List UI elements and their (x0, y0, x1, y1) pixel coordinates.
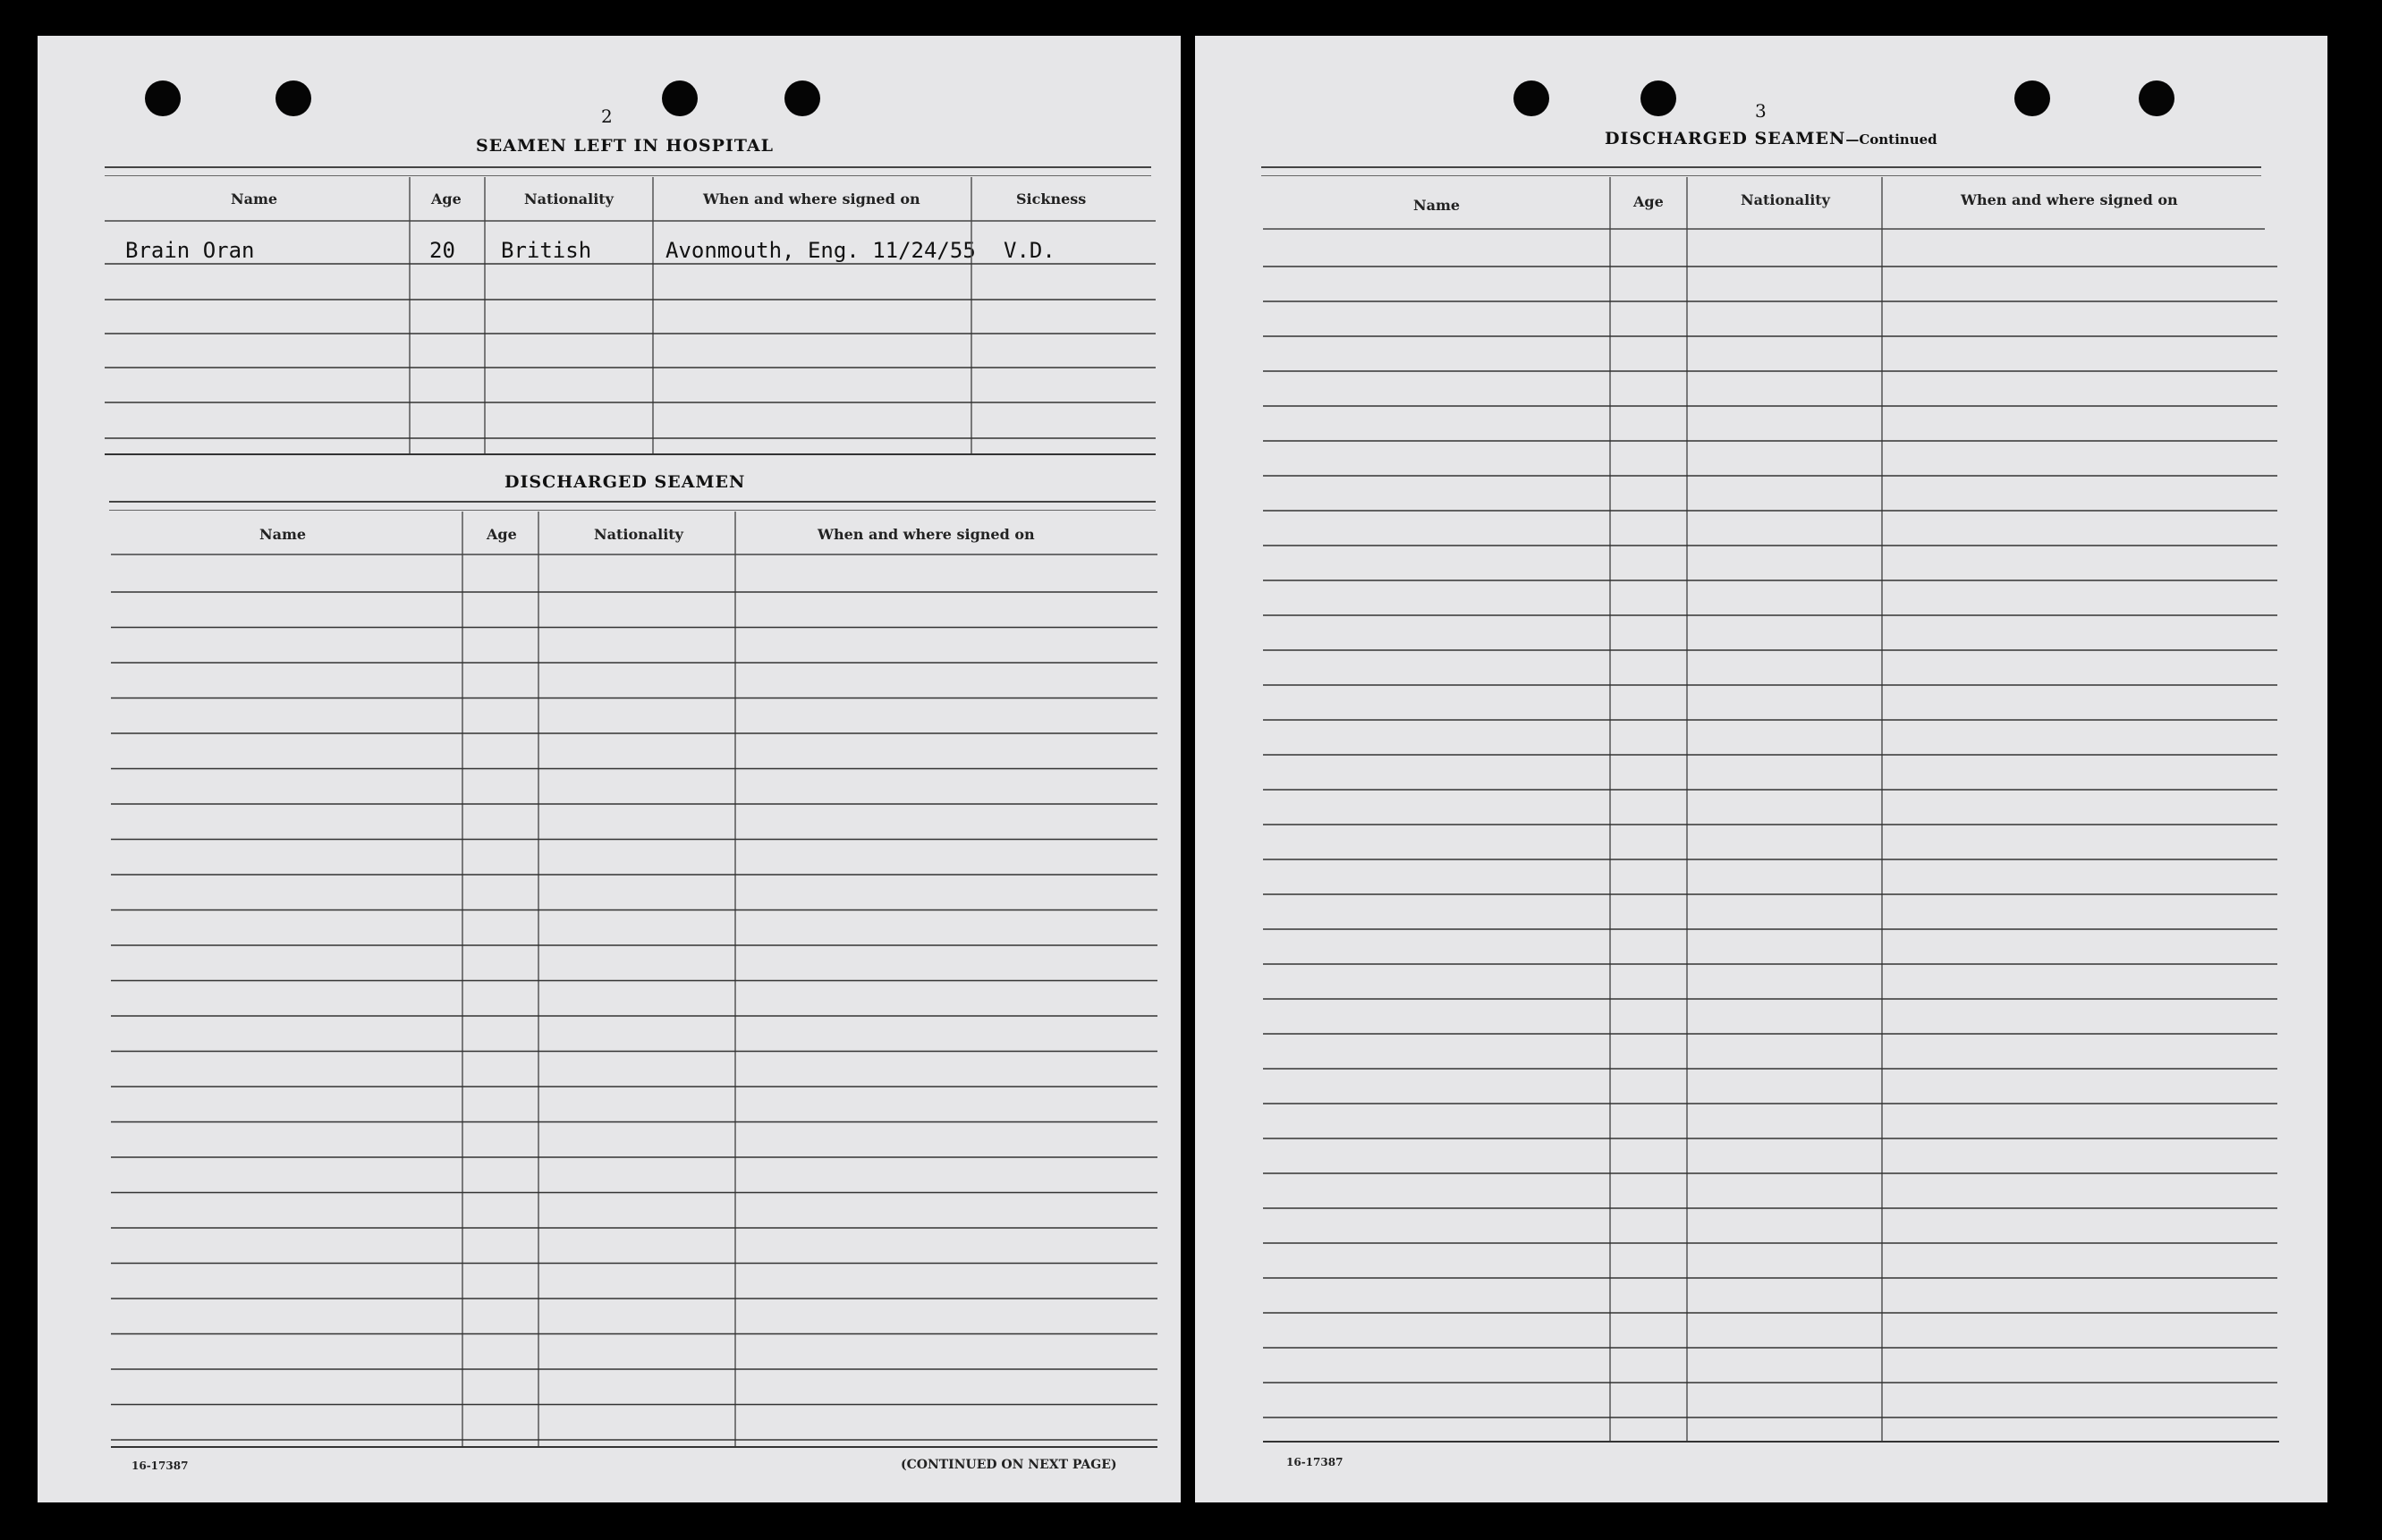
form-code: 16-17387 (1286, 1456, 1344, 1468)
hospital-header-signed-on: When and where signed on (703, 190, 920, 207)
continued-suffix: —Continued (1845, 131, 1937, 148)
hospital-header-nationality: Nationality (524, 190, 614, 207)
discharged-header-name: Name (259, 526, 307, 543)
right-header-age: Age (1633, 193, 1664, 210)
left-page (38, 36, 1181, 1502)
hospital-header-name: Name (231, 190, 278, 207)
discharged-title-main: DISCHARGED SEAMEN (1605, 129, 1846, 148)
hospital-row-name: Brain Oran (125, 238, 255, 263)
discharged-section-title: DISCHARGED SEAMEN (504, 472, 746, 492)
right-header-signed-on: When and where signed on (1961, 191, 2178, 208)
discharged-header-age: Age (487, 526, 517, 543)
hospital-row-age: 20 (429, 238, 455, 263)
discharged-header-nationality: Nationality (594, 526, 683, 543)
right-header-nationality: Nationality (1741, 191, 1830, 208)
hospital-row-nationality: British (501, 238, 592, 263)
page-number: 2 (601, 106, 613, 127)
hospital-header-sickness: Sickness (1016, 190, 1087, 207)
right-page (1195, 36, 2327, 1502)
discharged-header-signed-on: When and where signed on (818, 526, 1035, 543)
continued-note: (CONTINUED ON NEXT PAGE) (901, 1458, 1117, 1472)
right-ruled-grid (1195, 36, 2327, 1502)
hospital-row-signed-on: Avonmouth, Eng. 11/24/55 (665, 238, 976, 263)
right-header-name: Name (1413, 197, 1461, 214)
left-ruled-grid (38, 36, 1181, 1502)
hospital-section-title: SEAMEN LEFT IN HOSPITAL (476, 136, 774, 156)
page-number: 3 (1755, 100, 1767, 122)
form-code: 16-17387 (131, 1460, 189, 1472)
hospital-header-age: Age (431, 190, 462, 207)
hospital-row-sickness: V.D. (1004, 238, 1055, 263)
